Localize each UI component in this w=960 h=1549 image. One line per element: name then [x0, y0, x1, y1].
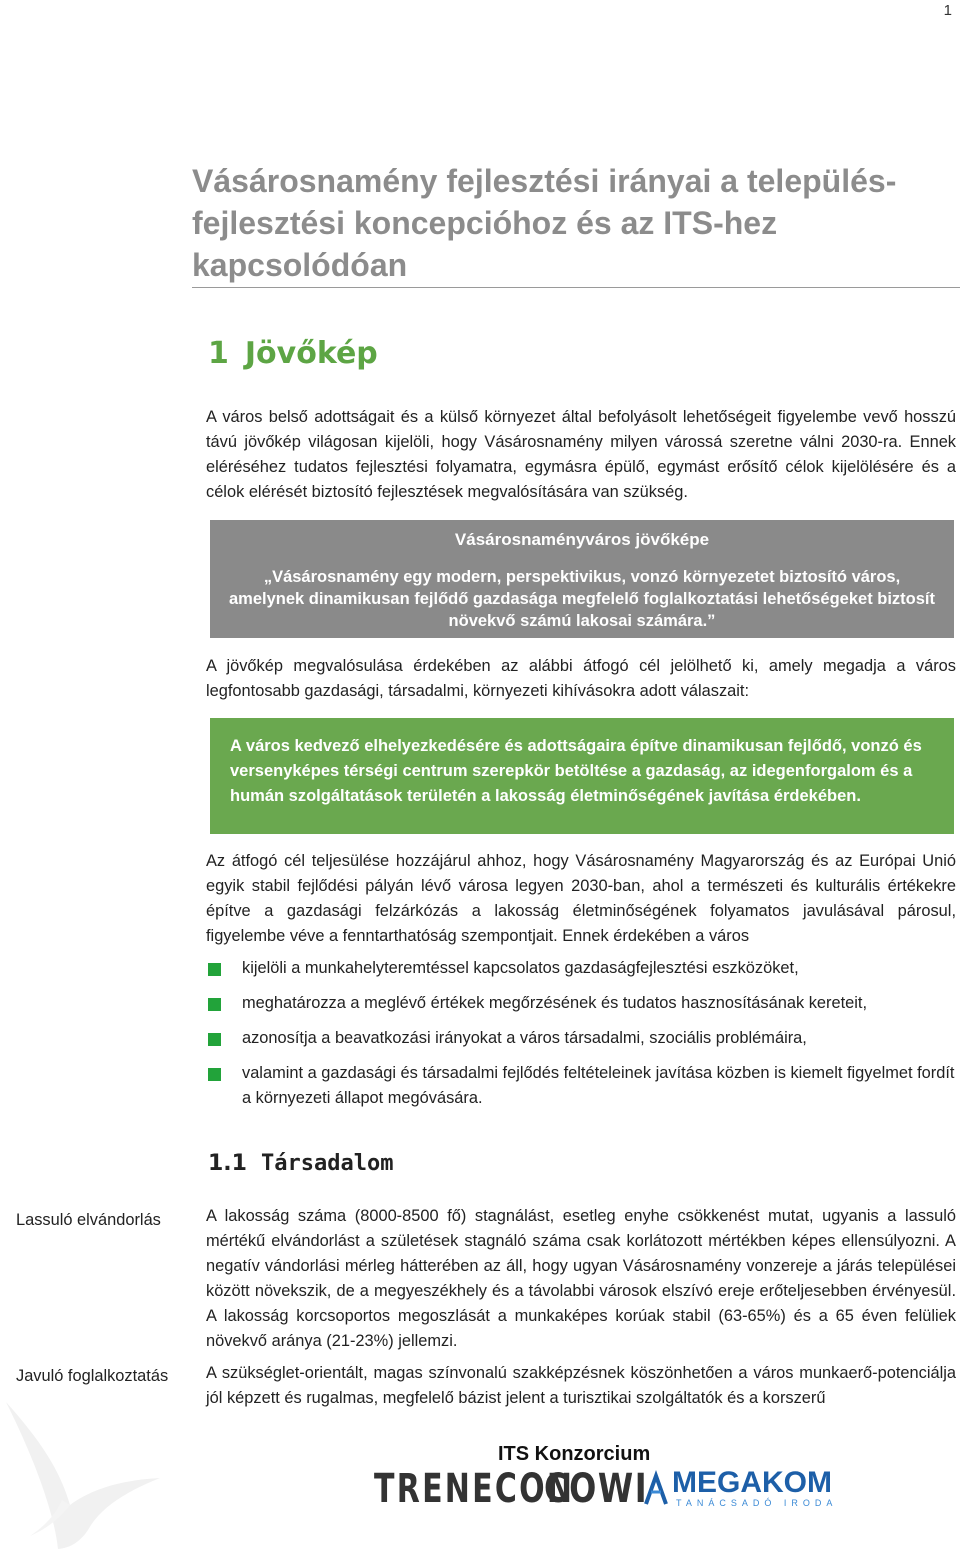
list-item [206, 956, 956, 981]
society-paragraph-1: A lakosság száma (8000-8500 fő) stagnálást, esetleg enyhe csökkenést mutat, ugyanis a lassuló mértékű elvándorlást a születések stagnáló száma csak korlátozott mértékben képes ellensúlyozni. A negatív vándorlási mérleg hátterében az áll, hogy ugyan Vásárosnamény vonzereje a járás települései között növekszik, de a megyeszékhely és a távolabbi városok elszívó ereje erőteljesebben érvényesül. A lakosság korcsoportos megoszlását a munkaképes korúak stabil (63-65%) és a 65 éven felüliek növekvő aránya (21-23%) jellemzi. [206, 1207, 956, 1350]
margin-label-lassulo-elvandorlas: Lassuló elvándorlás [16, 1211, 161, 1229]
list-item [206, 1026, 956, 1051]
goal-paragraph: Az átfogó cél teljesülése hozzájárul ahhoz, hogy Vásárosnamény Magyarország és az Európai Unió egyik stabil fejlődési pályán lévő városa legyen 2030-ban, ahol a természeti és kulturális értékekre építve a gazdasági felzárkózás a lakosság életminőségének folyamatos javulásával párosul, figyelembe véve a fenntarthatóság szempontjait. Ennek érdekében a város [206, 852, 956, 945]
list-item [206, 1061, 956, 1111]
list-item [206, 991, 956, 1016]
vision-box [210, 520, 954, 638]
section-title: Jövőkép [244, 336, 378, 371]
bullet-square-icon [208, 1068, 221, 1081]
bullet-square-icon [208, 998, 221, 1011]
list-item-text: kijelöli a munkahelyteremtéssel kapcsolatos gazdaságfejlesztési eszközöket, [242, 959, 799, 977]
trenecon-logo: TRENECON [374, 1466, 575, 1512]
subsection-number: 1.1 [208, 1151, 247, 1176]
bullet-square-icon [208, 1033, 221, 1046]
section-heading-jovokep [208, 336, 378, 371]
bird-watermark-icon [0, 1400, 200, 1549]
section-number: 1 [208, 336, 229, 371]
list-item-text: meghatározza a meglévő értékek megőrzésének és tudatos hasznosításának kereteit, [242, 994, 868, 1012]
list-item-text: valamint a gazdasági és társadalmi fejlődés feltételeinek javítása közben is kiemelt figyelmet fordít a környezeti állapot megóvására. [242, 1064, 955, 1107]
document-title [192, 160, 952, 286]
bullet-list [206, 956, 956, 1121]
megakom-logo: MEGAKOM [672, 1466, 832, 1499]
intro-paragraph: A város belső adottságait és a külső környezet által befolyásolt lehetőségeit figyelembe vevő hosszú távú jövőkép világosan kijelöli, hogy Vásárosnamény milyen várossá szeretne válni 2030-ra. Ennek eléréséhez tudatos fejlesztési folyamatra, egymásra épülő, egymást erősítő célok kijelölésére és a célok elérését biztosító fejlesztések megvalósítására van szükség. [206, 408, 956, 501]
overall-goal-box: A város kedvező elhelyezkedésére és adottságaira építve dinamikusan fejlődő, vonzó és versenyképes térségi centrum szerepkör betöltése a gazdaság, az idegenforgalom és a humán szolgáltatások területén a lakosság életminőségének javítása érdekében. [210, 718, 954, 834]
goal-intro-paragraph: A jövőkép megvalósulása érdekében az alábbi átfogó cél jelölhető ki, amely megadja a város legfontosabb gazdasági, társadalmi, környezeti kihívásokra adott válaszait: [206, 657, 956, 700]
subsection-title: Társadalom [260, 1151, 394, 1176]
cowi-logo: COWI [544, 1466, 649, 1512]
society-paragraph-2: A szükséglet-orientált, magas színvonalú szakképzésnek köszönhetően a város munkaerő-potenciálja jól képzett és rugalmas, megfelelő bázist jelent a turisztikai szolgáltatók és a korszerű [206, 1364, 956, 1407]
page-number: 1 [943, 2, 952, 19]
document-title-line-1: Vásárosnamény fejlesztési irányai a település- [192, 163, 897, 199]
footer-consortium: ITS Konzorcium [498, 1443, 651, 1465]
megakom-subtitle: TANÁCSADÓ IRODA [676, 1498, 838, 1508]
vision-text: „Vásárosnamény egy modern, perspektivikus, vonzó környezetet biztosító város, amelynek dinamikusan fejlődő gazdasága megfelelő foglalkoztatási lehetőségeket biztosít növekvő számú lakosai számára.” [228, 568, 936, 630]
document-title-line-2: fejlesztési koncepcióhoz és az ITS-hez [192, 205, 778, 241]
subsection-heading-tarsadalom [208, 1151, 393, 1176]
list-item-text: azonosítja a beavatkozási irányokat a város társadalmi, szociális problémáira, [242, 1029, 807, 1047]
document-title-line-3: kapcsolódóan [192, 247, 408, 283]
bullet-square-icon [208, 963, 221, 976]
margin-label-javulo-foglalkoztatas: Javuló foglalkoztatás [16, 1367, 169, 1385]
megakom-mark-icon [644, 1470, 670, 1506]
title-divider [192, 287, 960, 288]
vision-heading: Vásárosnaményváros jövőképe [454, 530, 710, 549]
